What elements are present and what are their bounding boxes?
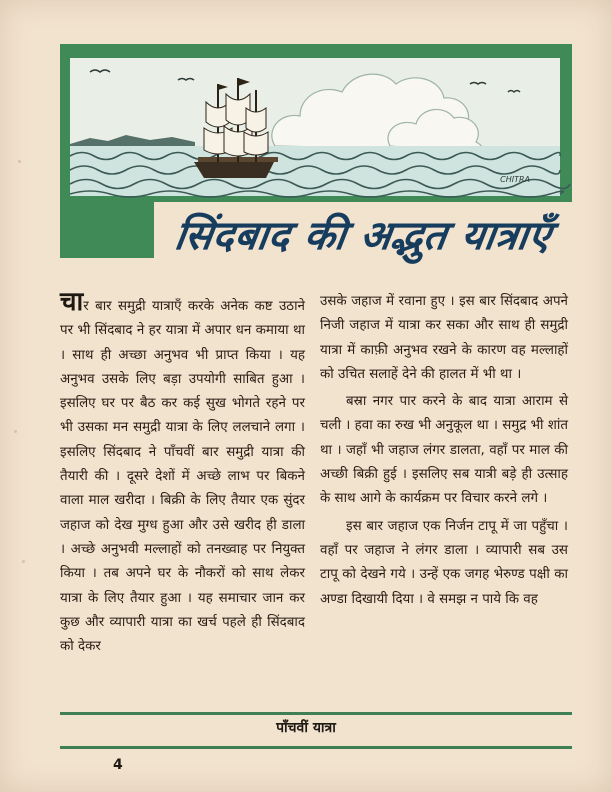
story-paragraph: बस्रा नगर पार करने के बाद यात्रा आराम से चली । हवा का रुख भी अनुकूल था । समुद्र भी शांत था । जहाँ भी जहाज लंगर डालता, वहाँ पर माल की अच्छी बिक्री हुई । इसलिए सब यात्री बड़े ही उत्साह के साथ आगे के कार्यक्रम पर विचार करने लगे ।	[320, 394, 568, 507]
paragraph-text: र बार समुद्री यात्राएँ करके अनेक कष्ट उठाने पर भी सिंदबाद ने हर यात्रा में अपार धन कमाया था । साथ ही अच्छा अनुभव भी प्राप्त किया । यह अनुभव उसके लिए बड़ा उपयोगी साबित हुआ । इसलिए घर पर बैठ कर कई सुख भोगते रहने पर भी उसका मन समुद्री यात्रा के लिए ललचाने लगा । इसलिए सिंदबाद ने पाँचवीं बार समुद्री यात्रा की तैयारी की । दूसरे देशों में अच्छे लाभ पर बिकने वाला माल खरीदा । बिक्री के लिए तैयार एक सुंदर जहाज को देख मुग्ध हुआ और उसे खरीद ही डाला । अच्छे अनुभवी मल्लाहों को तनख्वाह पर नियुक्त किया । तब अपने घर के नौकरों को साथ लेकर यात्रा के लिए तैयार हुआ । यह समाचार जान कर कुछ और व्यापारी यात्रा का खर्च पहले ही सिंदबाद को देकर	[60, 299, 305, 655]
footer-rule-bottom	[60, 746, 572, 749]
story-column-left	[60, 287, 305, 662]
page-title: सिंदबाद की अद्भुत यात्राएँ	[171, 213, 555, 259]
paper-speck	[14, 430, 17, 433]
story-paragraph: इस बार जहाज एक निर्जन टापू में जा पहुँचा । वहाँ पर जहाज ने लंगर डाला । व्यापारी सब उस टापू को देखने गये । उन्हें एक जगह भेरुण्ड पक्षी का अण्डा दिखायी दिया । वे समझ न पाये कि वह	[320, 518, 568, 607]
story-paragraph: उसके जहाज में रवाना हुए । इस बार सिंदबाद अपने निजी जहाज में यात्रा कर सका और साथ ही समुद्री यात्रा में काफ़ी अनुभव रखने के कारण वह मल्लाहों को उचित सलाहें देने की हालत में भी था ।	[320, 294, 568, 382]
story-column-right	[320, 290, 568, 615]
footer-rule-top	[60, 712, 572, 715]
paper-speck	[22, 560, 25, 563]
artist-signature: CHITRA	[500, 175, 530, 184]
paper-speck	[18, 160, 21, 163]
page-number: 4	[113, 757, 123, 773]
section-title: पाँचवीं यात्रा	[276, 720, 336, 736]
story-paragraph	[60, 287, 305, 659]
dropcap: चा	[60, 287, 84, 317]
